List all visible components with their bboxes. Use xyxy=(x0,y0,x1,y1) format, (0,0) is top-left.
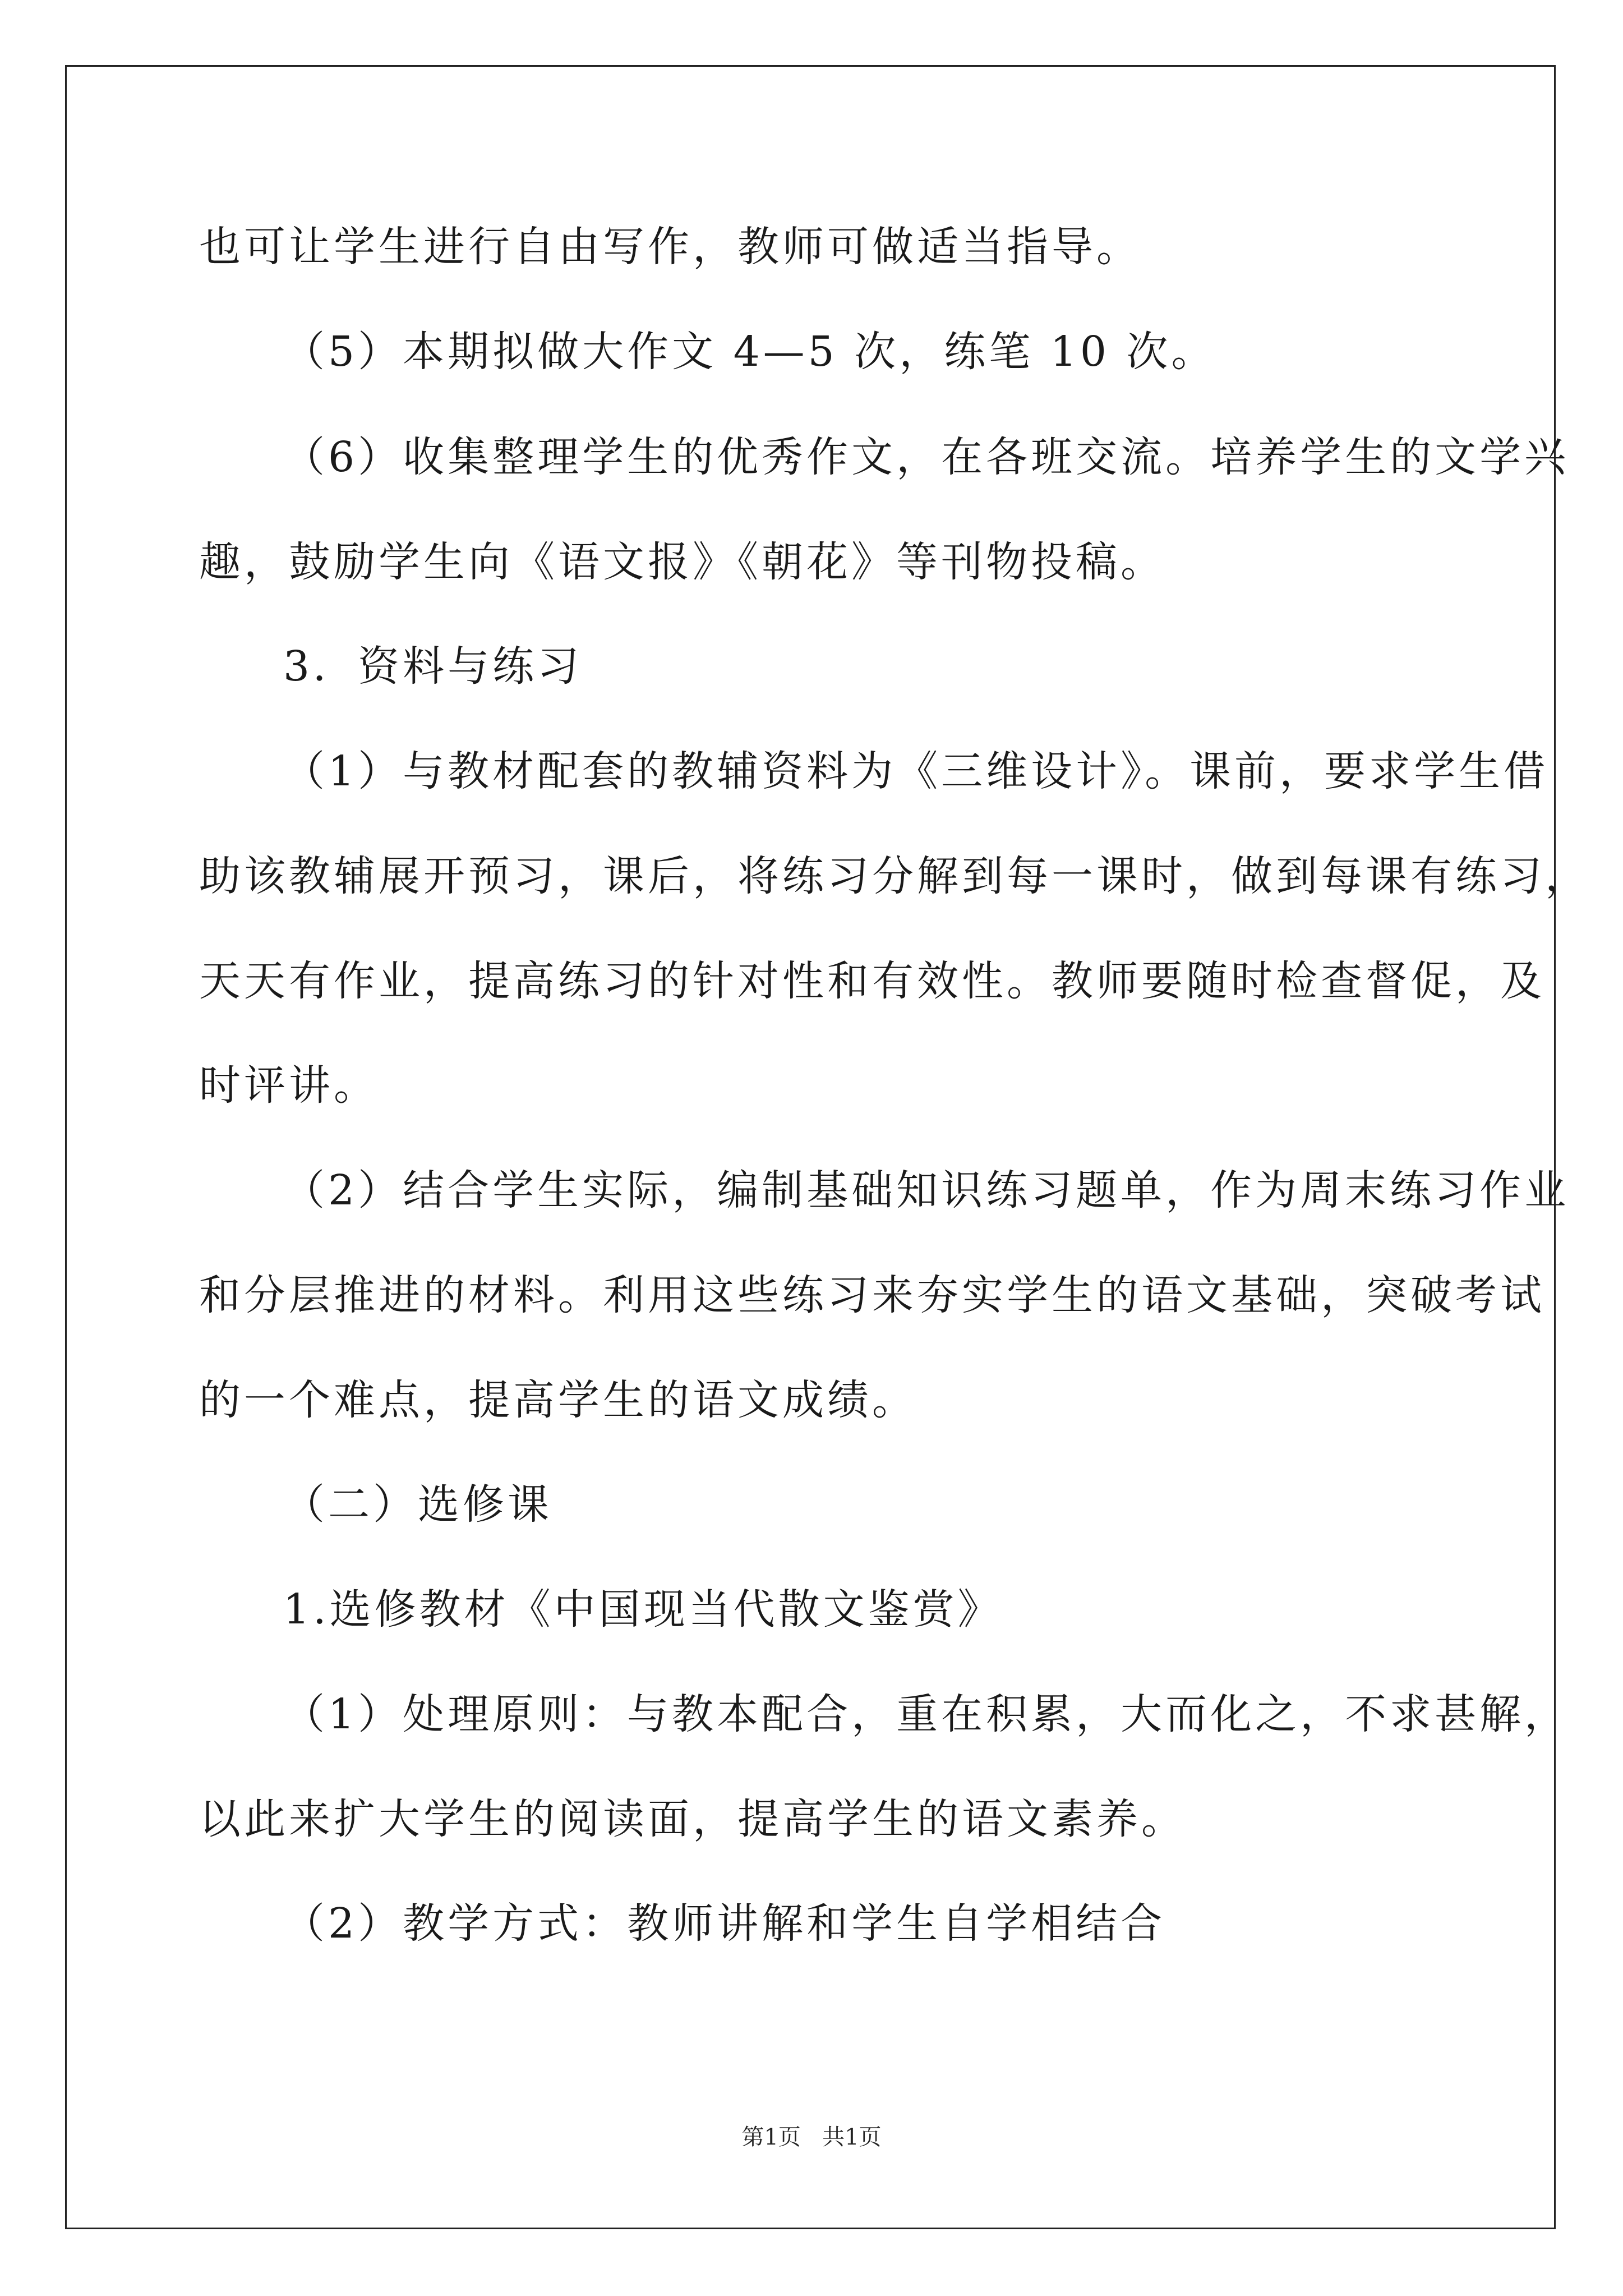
text-line: 助该教辅展开预习，课后，将练习分解到每一课时，做到每课有练习， xyxy=(199,852,1590,900)
text-line: 时评讲。 xyxy=(199,1061,379,1110)
text-line: 趣，鼓励学生向《语文报》《朝花》等刊物投稿。 xyxy=(199,538,1165,586)
text-line: （1）与教材配套的教辅资料为《三维设计》。课前，要求学生借 xyxy=(283,747,1549,795)
text-line: （6）收集整理学生的优秀作文，在各班交流。培养学生的文学兴 xyxy=(283,433,1570,481)
text-line: 也可让学生进行自由写作，教师可做适当指导。 xyxy=(199,223,1141,271)
text-line: （2）教学方式：教师讲解和学生自学相结合 xyxy=(283,1899,1166,1948)
page-number-current: 第1页 xyxy=(741,2124,801,2150)
text-line: （二）选修课 xyxy=(283,1480,552,1529)
text-line: （5）本期拟做大作文 4—5 次，练笔 10 次。 xyxy=(283,328,1216,376)
text-line: 和分层推进的材料。利用这些练习来夯实学生的语文基础，突破考试 xyxy=(199,1271,1545,1319)
page-number-total: 共1页 xyxy=(822,2124,882,2150)
text-line: （1）处理原则：与教本配合，重在积累，大而化之，不求甚解， xyxy=(283,1690,1570,1738)
text-line: 1.选修教材《中国现当代散文鉴赏》 xyxy=(283,1585,1003,1634)
text-line: （2）结合学生实际，编制基础知识练习题单，作为周末练习作业 xyxy=(283,1166,1570,1214)
text-line: 的一个难点，提高学生的语文成绩。 xyxy=(199,1376,917,1424)
text-line: 以此来扩大学生的阅读面，提高学生的语文素养。 xyxy=(199,1795,1186,1843)
text-line: 天天有作业，提高练习的针对性和有效性。教师要随时检查督促，及 xyxy=(199,957,1545,1005)
page-footer xyxy=(0,2123,1623,2151)
text-line: 3．资料与练习 xyxy=(283,642,583,691)
